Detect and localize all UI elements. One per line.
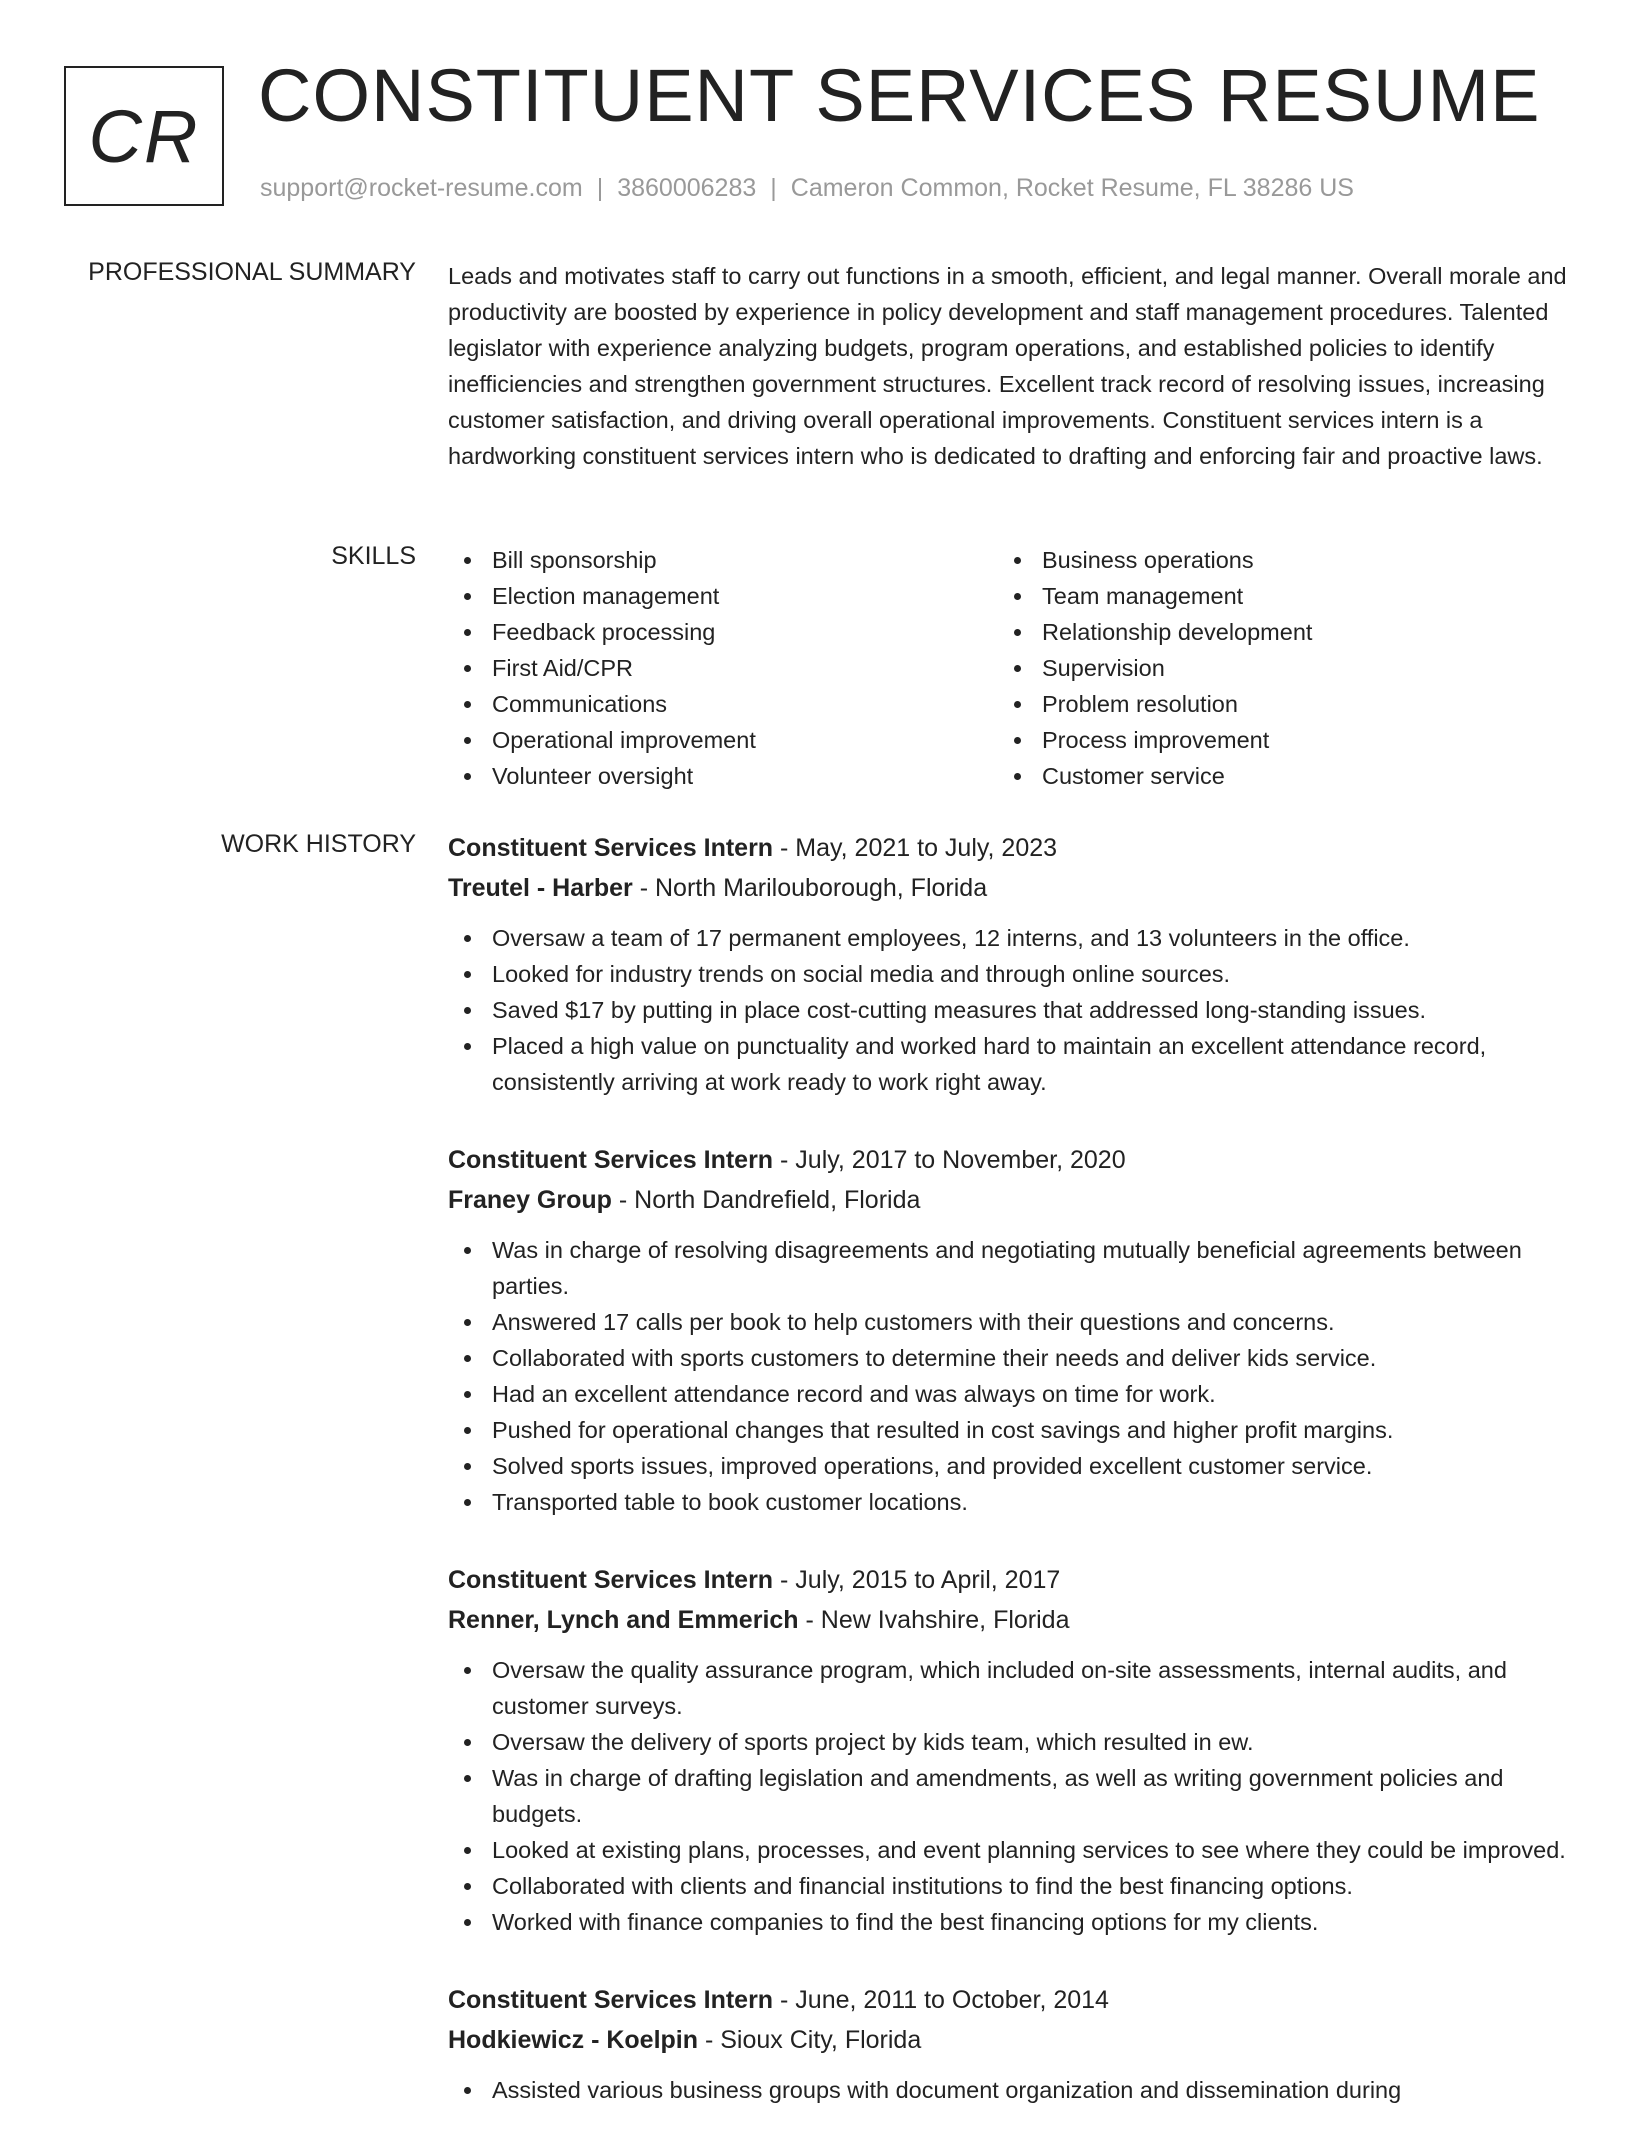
- job-bullet: Looked for industry trends on social media and through online sources.: [448, 956, 1572, 992]
- job-company: Hodkiewicz - Koelpin: [448, 2026, 699, 2054]
- skills-right-list: [998, 542, 1548, 794]
- job-title: Constituent Services Intern: [448, 1566, 774, 1594]
- job-entry: [448, 828, 1572, 1100]
- contact-phone[interactable]: 3860006283: [617, 174, 757, 202]
- skill-item: Feedback processing: [448, 614, 998, 650]
- job-location: - Sioux City, Florida: [698, 2026, 922, 2054]
- resume-title: CONSTITUENT SERVICES RESUME: [258, 54, 1541, 137]
- job-company: Treutel - Harber: [448, 874, 633, 902]
- skill-item: Bill sponsorship: [448, 542, 998, 578]
- skills-grid: [448, 542, 1572, 794]
- job-location: - New Ivahshire, Florida: [798, 1606, 1070, 1634]
- skill-item: Problem resolution: [998, 686, 1548, 722]
- job-title-line: [448, 1560, 1572, 1600]
- skill-item: Team management: [998, 578, 1548, 614]
- contact-line: [260, 174, 1354, 203]
- skill-item: Volunteer oversight: [448, 758, 998, 794]
- job-bullet-list: [448, 2072, 1572, 2108]
- job-bullet-list: [448, 920, 1572, 1100]
- summary-label: PROFESSIONAL SUMMARY: [88, 258, 416, 286]
- skill-item: Operational improvement: [448, 722, 998, 758]
- job-bullet-list: [448, 1652, 1572, 1940]
- job-location: - North Dandrefield, Florida: [611, 1186, 921, 1214]
- job-bullet: Oversaw the quality assurance program, which included on-site assessments, internal audits, and customer surveys.: [448, 1652, 1572, 1724]
- skill-item: Supervision: [998, 650, 1548, 686]
- job-bullet: Transported table to book customer locations.: [448, 1484, 1572, 1520]
- job-bullet: Was in charge of resolving disagreements and negotiating mutually beneficial agreements between parties.: [448, 1232, 1572, 1304]
- job-bullet: Solved sports issues, improved operations, and provided excellent customer service.: [448, 1448, 1572, 1484]
- job-bullet: Answered 17 calls per book to help customers with their questions and concerns.: [448, 1304, 1572, 1340]
- skills-label: SKILLS: [331, 542, 416, 570]
- summary-text: Leads and motivates staff to carry out functions in a smooth, efficient, and legal manner. Overall morale and productivity are boosted by experience in policy development and staff management procedures. Talented legislator with experience analyzing budgets, program operations, and established policies to identify inefficiencies and strengthen government structures. Excellent track record of resolving issues, increasing customer satisfaction, and driving overall operational improvements. Constituent services intern is a hardworking constituent services intern who is dedicated to drafting and enforcing fair and proactive laws.: [448, 263, 1567, 469]
- job-bullet: Pushed for operational changes that resulted in cost savings and higher profit margins.: [448, 1412, 1572, 1448]
- skill-item: Process improvement: [998, 722, 1548, 758]
- job-bullet: Was in charge of drafting legislation and amendments, as well as writing government policies and budgets.: [448, 1760, 1572, 1832]
- job-entry: [448, 1140, 1572, 1520]
- job-bullet: Collaborated with sports customers to determine their needs and deliver kids service.: [448, 1340, 1572, 1376]
- job-title-line: [448, 1980, 1572, 2020]
- job-bullet: Assisted various business groups with document organization and dissemination during: [448, 2072, 1572, 2108]
- skills-left-list: [448, 542, 998, 794]
- job-dates: - May, 2021 to July, 2023: [773, 834, 1058, 862]
- skill-item: First Aid/CPR: [448, 650, 998, 686]
- work-history-label: WORK HISTORY: [221, 830, 416, 858]
- skill-item: Customer service: [998, 758, 1548, 794]
- job-dates: - July, 2015 to April, 2017: [773, 1566, 1061, 1594]
- job-title: Constituent Services Intern: [448, 1986, 774, 2014]
- job-location: - North Marilouborough, Florida: [632, 874, 988, 902]
- job-company-line: [448, 868, 1572, 908]
- job-entry: [448, 1560, 1572, 1940]
- job-bullet: Had an excellent attendance record and was always on time for work.: [448, 1376, 1572, 1412]
- job-dates: - June, 2011 to October, 2014: [773, 1986, 1109, 2014]
- summary-section: [448, 258, 1572, 474]
- job-company-line: [448, 2020, 1572, 2060]
- job-company-line: [448, 1180, 1572, 1220]
- skill-item: Election management: [448, 578, 998, 614]
- contact-separator: |: [770, 174, 777, 202]
- contact-address: Cameron Common, Rocket Resume, FL 38286 US: [790, 174, 1354, 202]
- job-dates: - July, 2017 to November, 2020: [773, 1146, 1126, 1174]
- skills-section: [448, 542, 1572, 794]
- job-company-line: [448, 1600, 1572, 1640]
- job-bullet: Saved $17 by putting in place cost-cutting measures that addressed long-standing issues.: [448, 992, 1572, 1028]
- job-bullet: Placed a high value on punctuality and worked hard to maintain an excellent attendance record, consistently arriving at work ready to work right away.: [448, 1028, 1572, 1100]
- job-bullet-list: [448, 1232, 1572, 1520]
- skill-item: Relationship development: [998, 614, 1548, 650]
- job-bullet: Looked at existing plans, processes, and event planning services to see where they could be improved.: [448, 1832, 1572, 1868]
- job-title-line: [448, 1140, 1572, 1180]
- job-title: Constituent Services Intern: [448, 1146, 774, 1174]
- monogram-logo: CR: [64, 66, 224, 206]
- job-bullet: Oversaw the delivery of sports project by kids team, which resulted in ew.: [448, 1724, 1572, 1760]
- job-entry: [448, 1980, 1572, 2108]
- job-title: Constituent Services Intern: [448, 834, 774, 862]
- job-company: Franey Group: [448, 1186, 612, 1214]
- job-bullet: Collaborated with clients and financial institutions to find the best financing options.: [448, 1868, 1572, 1904]
- contact-email[interactable]: support@rocket-resume.com: [260, 174, 583, 202]
- job-bullet: Oversaw a team of 17 permanent employees, 12 interns, and 13 volunteers in the office.: [448, 920, 1572, 956]
- job-bullet: Worked with finance companies to find the best financing options for my clients.: [448, 1904, 1572, 1940]
- skill-item: Business operations: [998, 542, 1548, 578]
- job-title-line: [448, 828, 1572, 868]
- contact-separator: |: [596, 174, 604, 202]
- skill-item: Communications: [448, 686, 998, 722]
- work-history-section: [448, 828, 1572, 2148]
- job-company: Renner, Lynch and Emmerich: [448, 1606, 799, 1634]
